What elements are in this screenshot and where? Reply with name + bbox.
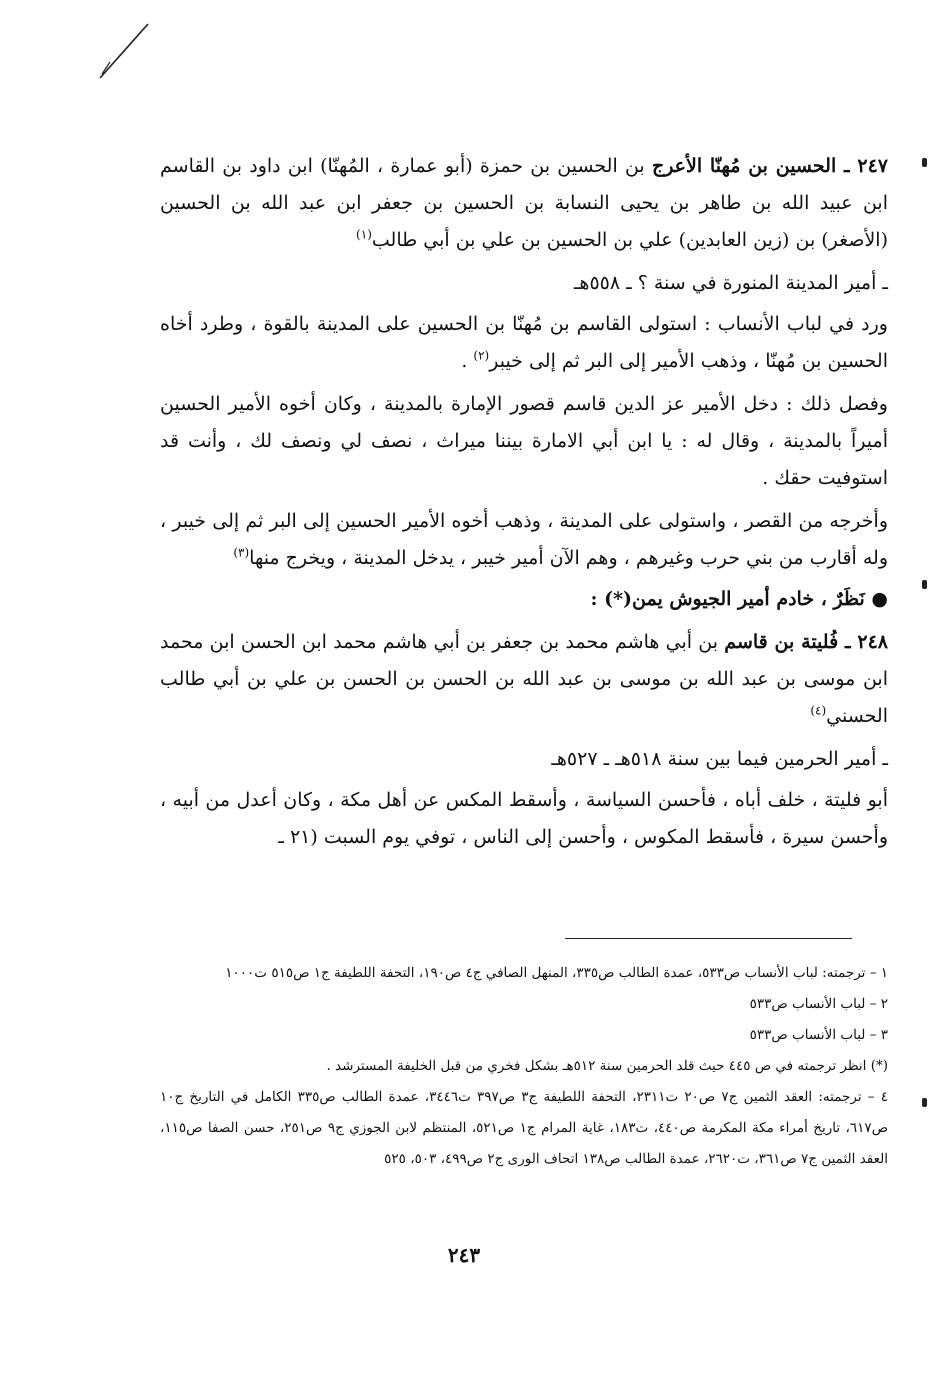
entry-247 (160, 148, 888, 259)
footnote-4: ٤ – ترجمته: العقد الثمين ج٧ ص٢٠ ت٢٣١١، التحفة اللطيفة ج٣ ص٣٩٧ ت٣٤٤٦، عمدة الطالب ص٣٣٥ الكامل في التاريخ ج١٠ ص٦١٧، تاريخ أمراء مكة المكرمة ص٤٤٠، ت١٨٣، غاية المرام ج١ ص٥٢١، المنتظم لابن الجوزي ج٩ ص٢٥١، حسن الصفا ص١١٥، العقد الثمين ج٧ ص٣٦١، ت٢٦٢٠، عمدة الطالب ص١٣٨ اتحاف الورى ج٢ ص٤٩٩، ٥٠٣، ٥٢٥ (160, 1089, 889, 1167)
entry-heading: ٢٤٧ ـ الحسين بن مُهنّا الأعرج (651, 155, 889, 177)
pen-stroke-mark (92, 18, 162, 88)
footnote-2: ٢ – لباب الأنساب ص٥٣٣ (749, 996, 888, 1012)
page-body (160, 148, 888, 862)
footnotes (160, 958, 888, 1175)
entry-text: ورد في لباب الأنساب : استولى القاسم بن مُهنّا بن الحسين على المدينة بالقوة ، وطرد أخاه الحسين بن مُهنّا ، وذهب الأمير إلى البر ثم إلى خيبر (160, 313, 888, 372)
paragraph (160, 306, 888, 380)
scan-edge-mark (922, 580, 927, 589)
entry-248 (160, 624, 888, 735)
footnote-star: (*) انظر ترجمته في ص ٤٤٥ حيث قلد الحرمين سنة ٥١٢هـ بشكل فخري من قبل الخليفة المسترشد . (326, 1058, 888, 1074)
footnote-1: ١ – ترجمته: لباب الأنساب ص٥٣٣، عمدة الطالب ص٣٣٥، المنهل الصافي ج٤ ص١٩٠، التحفة اللطيفة ج١ ص٥١٥ ت١٠٠٠ (225, 965, 888, 981)
entry-text: بن أبي هاشم محمد بن جعفر بن أبي هاشم محمد ابن الحسن ابن محمد ابن موسى بن عبد الله بن موسى بن عبد الله بن الحسن بن الحسن بن علي بن أبي طالب الحسني (160, 631, 888, 727)
entry-text: بن الحسين بن حمزة (أبو عمارة ، المُهنّا) ابن داود بن القاسم ابن عبيد الله بن طاهر بن يحيى النسابة بن الحسين بن جعفر ابن عبد الله بن الحسين (الأصغر) بن (زين العابدين) علي بن الحسين بن علي بن أبي طالب (160, 155, 888, 251)
paragraph (160, 386, 888, 497)
cross-reference-entry (160, 581, 888, 618)
entry-text-tail: . (461, 350, 474, 372)
governorship-line (160, 741, 888, 778)
scan-edge-mark (922, 1098, 927, 1107)
page-number: ٢٤٣ (447, 1243, 481, 1267)
footnote-ref[interactable]: (٢) (473, 348, 490, 363)
footnote-ref[interactable]: (٤) (810, 703, 827, 718)
entry-text: أبو فليتة ، خلف أباه ، فأحسن السياسة ، وأسقط المكس عن أهل مكة ، وكان أعدل من أبيه ، وأحسن سيرة ، فأسقط المكوس ، وأحسن إلى الناس ، توفي يوم السبت (٢١ ـ (160, 789, 888, 848)
footnote-ref[interactable]: (٣) (233, 545, 250, 560)
footnote-3: ٣ – لباب الأنساب ص٥٣٣ (749, 1027, 888, 1043)
entry-text: وأخرجه من القصر ، واستولى على المدينة ، وذهب أخوه الأمير الحسين إلى البر ثم إلى خيبر ، وله أقارب من بني حرب وغيرهم ، وهم الآن أمير خيبر ، يدخل المدينة ، ويخرج منها (160, 510, 888, 569)
entry-heading: ● نَظَرٌ ، خادم أمير الجيوش يمن(*) : (590, 588, 888, 610)
footnote-ref[interactable]: (١) (356, 227, 372, 242)
entry-text: ـ أمير الحرمين فيما بين سنة ٥١٨هـ ـ ٥٢٧هـ (551, 748, 888, 770)
entry-text: ـ أمير المدينة المنورة في سنة ؟ ـ ٥٥٨هـ (573, 272, 888, 294)
entry-text: وفصل ذلك : دخل الأمير عز الدين قاسم قصور الإمارة بالمدينة ، وكان أخوه الأمير الحسين أميراً بالمدينة ، وقال له : يا ابن أبي الامارة بيننا ميراث ، نصف لي ونصف لك ، وأنت قد استوفيت حقك . (160, 393, 888, 489)
paragraph (160, 782, 888, 856)
entry-heading: ٢٤٨ ـ فُليتة بن قاسم (724, 631, 888, 653)
scan-edge-mark (922, 158, 927, 167)
governorship-line (160, 265, 888, 302)
footnote-separator (565, 938, 852, 939)
paragraph (160, 503, 888, 577)
